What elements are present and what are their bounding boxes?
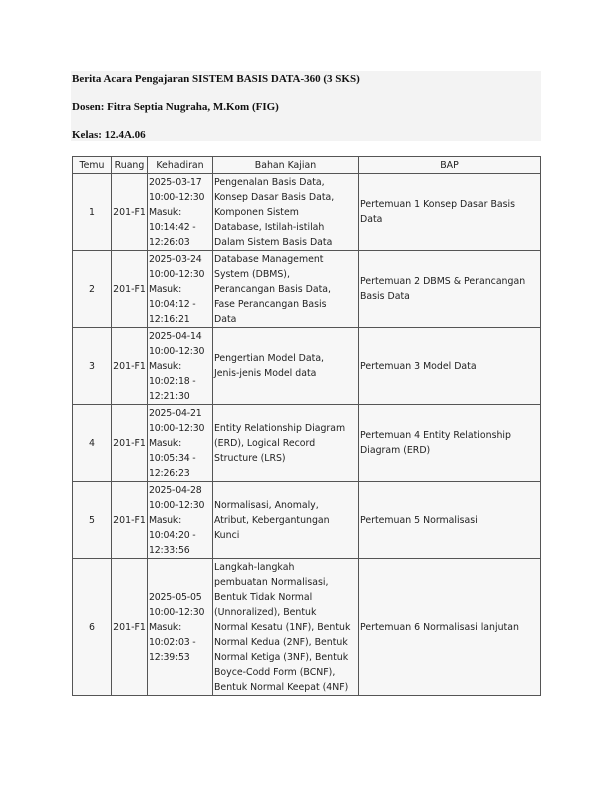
column-header-bap: BAP [359, 157, 541, 174]
bahan-kajian-text: Database Management System (DBMS), Perancangan Basis Data, Fase Perancangan Basis Data [214, 253, 331, 325]
table-row [73, 559, 541, 696]
bap-text: Pertemuan 5 Normalisasi [360, 514, 478, 526]
cell-ruang: 201-F1 [112, 405, 148, 482]
cell-ruang: 201-F1 [112, 251, 148, 328]
cell-bap [359, 482, 541, 559]
kehadiran-text: 2025-04-14 10:00-12:30 Masuk: 10:02:18 - 12:21:30 [149, 330, 205, 402]
kehadiran-text: 2025-03-24 10:00-12:30 Masuk: 10:04:12 - 12:16:21 [149, 253, 205, 325]
lecturer-line: Dosen: Fitra Septia Nugraha, M.Kom (FIG) [72, 101, 279, 113]
table-row [73, 482, 541, 559]
cell-bahan-kajian [213, 251, 359, 328]
bahan-kajian-text: Langkah-langkah pembuatan Normalisasi, Bentuk Tidak Normal (Unnoralized), Bentuk Normal Kesatu (1NF), Bentuk Normal Kedua (2NF), Bentuk Normal Ketiga (3NF), Bentuk Boyce-Codd Form (BCNF), Bentuk Normal Keepat (4NF) [214, 561, 351, 693]
bahan-kajian-text: Entity Relationship Diagram (ERD), Logical Record Structure (LRS) [214, 422, 346, 464]
cell-bahan-kajian [213, 328, 359, 405]
cell-kehadiran [148, 482, 213, 559]
cell-bahan-kajian [213, 559, 359, 696]
bap-text: Pertemuan 4 Entity Relationship Diagram (ERD) [360, 430, 511, 456]
cell-temu: 4 [73, 405, 112, 482]
cell-bap [359, 174, 541, 251]
table-row [73, 328, 541, 405]
document-title: Berita Acara Pengajaran SISTEM BASIS DATA-360 (3 SKS) [72, 73, 360, 85]
cell-bahan-kajian [213, 405, 359, 482]
cell-ruang: 201-F1 [112, 174, 148, 251]
cell-kehadiran [148, 559, 213, 696]
bap-text: Pertemuan 1 Konsep Dasar Basis Data [360, 199, 515, 225]
cell-ruang: 201-F1 [112, 328, 148, 405]
cell-ruang: 201-F1 [112, 482, 148, 559]
kehadiran-text: 2025-04-21 10:00-12:30 Masuk: 10:05:34 - 12:26:23 [149, 407, 205, 479]
class-line: Kelas: 12.4A.06 [72, 129, 146, 141]
bap-text: Pertemuan 6 Normalisasi lanjutan [360, 621, 519, 633]
column-header-kehadiran: Kehadiran [148, 157, 213, 174]
kehadiran-text: 2025-05-05 10:00-12:30 Masuk: 10:02:03 - 12:39:53 [149, 591, 205, 663]
cell-kehadiran [148, 174, 213, 251]
cell-temu: 1 [73, 174, 112, 251]
table-header-row [73, 157, 541, 174]
cell-temu: 2 [73, 251, 112, 328]
cell-bahan-kajian [213, 482, 359, 559]
table-row [73, 405, 541, 482]
cell-kehadiran [148, 405, 213, 482]
cell-bahan-kajian [213, 174, 359, 251]
column-header-bahan-kajian: Bahan Kajian [213, 157, 359, 174]
kehadiran-text: 2025-03-17 10:00-12:30 Masuk: 10:14:42 - 12:26:03 [149, 176, 205, 248]
bap-table [72, 156, 541, 696]
cell-kehadiran [148, 251, 213, 328]
table-row [73, 251, 541, 328]
kehadiran-text: 2025-04-28 10:00-12:30 Masuk: 10:04:20 - 12:33:56 [149, 484, 205, 556]
column-header-ruang: Ruang [112, 157, 148, 174]
bahan-kajian-text: Normalisasi, Anomaly, Atribut, Kebergantungan Kunci [214, 499, 330, 541]
cell-bap [359, 251, 541, 328]
cell-kehadiran [148, 328, 213, 405]
cell-temu: 6 [73, 559, 112, 696]
cell-bap [359, 328, 541, 405]
cell-temu: 5 [73, 482, 112, 559]
bahan-kajian-text: Pengenalan Basis Data, Konsep Dasar Basis Data, Komponen Sistem Database, Istilah-istilah Dalam Sistem Basis Data [214, 176, 335, 248]
cell-bap [359, 559, 541, 696]
column-header-temu: Temu [73, 157, 112, 174]
cell-temu: 3 [73, 328, 112, 405]
table-row [73, 174, 541, 251]
bap-text: Pertemuan 2 DBMS & Perancangan Basis Data [360, 276, 526, 302]
cell-bap [359, 405, 541, 482]
cell-ruang: 201-F1 [112, 559, 148, 696]
bahan-kajian-text: Pengertian Model Data, Jenis-jenis Model data [214, 353, 325, 379]
bap-text: Pertemuan 3 Model Data [360, 360, 477, 372]
